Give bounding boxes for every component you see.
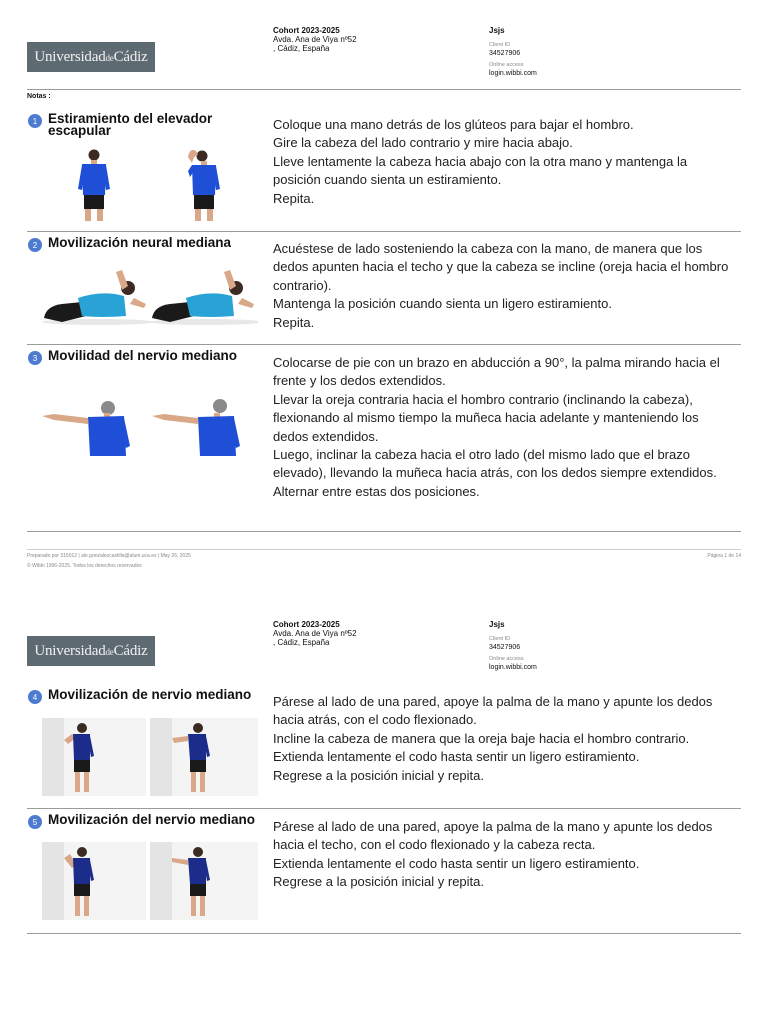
university-logo: UniversidaddeCádiz (27, 42, 155, 72)
exercise-image (150, 842, 258, 920)
exercise-number-badge: 5 (28, 815, 42, 829)
university-logo: UniversidaddeCádiz (27, 636, 155, 666)
client-name: Jsjs (489, 26, 505, 35)
org-title: Cohort 2023-2025 (273, 26, 340, 35)
exercise-title: Estiramiento del elevador escapular (48, 111, 213, 138)
exercise-image (150, 718, 258, 796)
org-info (273, 620, 357, 647)
online-access-label: Online access (489, 656, 524, 662)
exercise-title: Movilidad del nervio mediano (48, 348, 238, 363)
client-id: 34527906 (489, 644, 521, 651)
address-line-2: , Cádiz, España (273, 44, 330, 53)
address-line-1: Avda. Ana de Viya nº52 (273, 35, 357, 44)
client-id: 34527906 (489, 50, 521, 57)
exercise-number-badge: 4 (28, 690, 42, 704)
online-access-url[interactable]: login.wibbi.com (489, 664, 537, 671)
exercise-divider (27, 344, 741, 345)
org-info (273, 26, 357, 53)
exercise-divider (27, 808, 741, 809)
online-access-label: Online access (489, 62, 524, 68)
footer-copyright: © Wibbi 1996-2025. Todos los derechos reservados (27, 563, 142, 569)
exercise-description: Acuéstese de lado sosteniendo la cabeza con la mano, de manera que los dedos apunten hacia el techo y que la cabeza se incline (oreja hacia el hombro contrario). Mantenga la posición cuando sienta un ligero estiramiento. Repita. (273, 241, 729, 330)
address-line-1: Avda. Ana de Viya nº52 (273, 629, 357, 638)
exercise-divider (27, 231, 741, 232)
exercise-number-badge: 3 (28, 351, 42, 365)
exercise-description: Párese al lado de una pared, apoye la palma de la mano y apunte los dedos hacia atrás, con el codo flexionado. Incline la cabeza de manera que la oreja baje hacia el hombro contrario. Extienda lentamente el codo hasta sentir un ligero estiramiento. Regrese a la posición inicial y repita. (273, 694, 713, 783)
exercise-title: Movilización neural mediana (48, 235, 232, 250)
exercise-image (42, 842, 146, 920)
exercise-image (42, 266, 258, 328)
exercise-description: Colocarse de pie con un brazo en abducción a 90°, la palma mirando hacia el frente y los dedos extendidos. Llevar la oreja contraria hacia el hombro contrario (inclinando la cabeza), flexionando al mismo tiempo la muñeca hacia adelante y manteniendo los dedos extendidos. Luego, inclinar la cabeza hacia el otro lado (del mismo lado que el brazo elevado), llevando la muñeca hacia atrás, con los dedos siempre extendidos. Alternar entre estas dos posiciones. (273, 355, 720, 499)
client-id-label: Client ID (489, 636, 511, 642)
footer-page-number: Página 1 de 14 (707, 553, 741, 559)
footer-divider (27, 549, 741, 550)
exercise-title: Movilización de nervio mediano (48, 687, 252, 702)
address-line-2: , Cádiz, España (273, 638, 330, 647)
exercise-description: Párese al lado de una pared, apoye la palma de la mano y apunte los dedos hacia el techo, con el codo flexionado y la cabeza recta. Extienda lentamente el codo hasta sentir un ligero estiramiento. Regrese a la posición inicial y repita. (273, 819, 713, 890)
client-info (489, 620, 537, 672)
exercise-divider (27, 933, 741, 934)
notes-label: Notas : (27, 93, 51, 100)
online-access-url[interactable]: login.wibbi.com (489, 70, 537, 77)
exercise-image (40, 386, 258, 462)
client-id-label: Client ID (489, 42, 511, 48)
exercise-image (42, 718, 146, 796)
exercise-image (42, 141, 258, 223)
exercise-number-badge: 2 (28, 238, 42, 252)
org-title: Cohort 2023-2025 (273, 620, 340, 629)
client-name: Jsjs (489, 620, 505, 629)
exercise-description: Coloque una mano detrás de los glúteos para bajar el hombro. Gire la cabeza del lado contrario y mire hacia abajo. Lleve lentamente la cabeza hacia abajo con la otra mano y mantenga la posición cuando sienta un estiramiento. Repita. (273, 117, 688, 206)
header-divider (27, 89, 741, 90)
exercise-title: Movilización del nervio mediano (48, 812, 256, 827)
exercise-divider (27, 531, 741, 532)
footer-prepared-by: Preparado por 315012 | ale.gonzalezcastilla@alum.uca.es | May 26, 2025 (27, 553, 191, 559)
client-info (489, 26, 537, 78)
exercise-number-badge: 1 (28, 114, 42, 128)
